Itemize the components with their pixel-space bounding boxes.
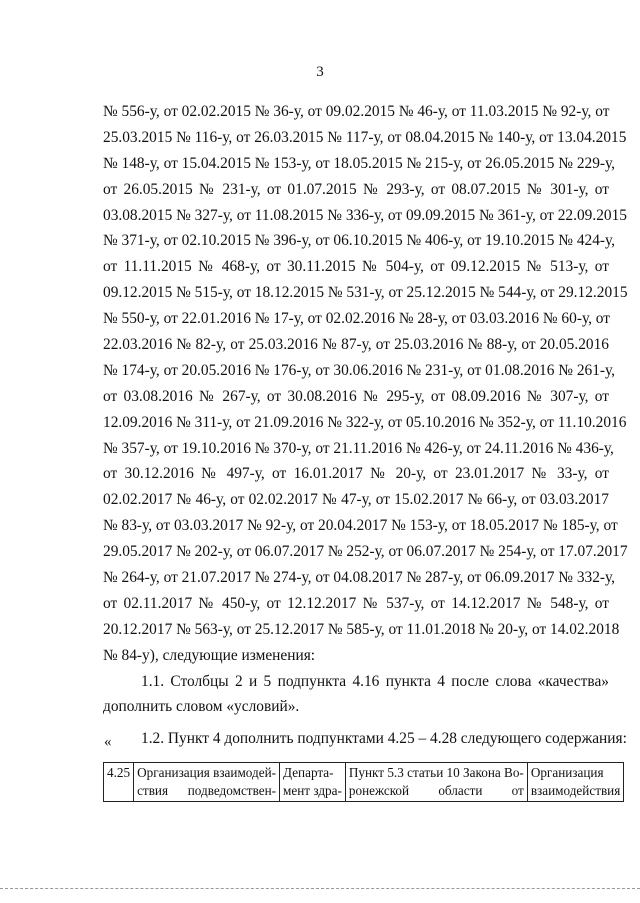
cell-text: ствия подведомствен- [137, 783, 277, 798]
amendment-table [103, 762, 624, 802]
text-line: 22.03.2016 № 82-у, от 25.03.2016 № 87-у, от 25.03.2016 № 88-у, от 20.05.2016 [103, 336, 609, 354]
page-cut-line [0, 888, 640, 889]
text-line: № 148-у, от 15.04.2015 № 153-у, от 18.05.2015 № 215-у, от 26.05.2015 № 229-у, [103, 154, 616, 172]
text-line: № 371-у, от 02.10.2015 № 396-у, от 06.10.2015 № 406-у, от 19.10.2015 № 424-у, [103, 232, 616, 250]
item-1-1-line: дополнить словом «условий». [103, 698, 300, 716]
text-line: № 550-у, от 22.01.2016 № 17-у, от 02.02.2016 № 28-у, от 03.03.2016 № 60-у, от [103, 310, 611, 328]
cell-text: взаимодействия [530, 783, 621, 798]
text-line: № 174-у, от 20.05.2016 № 176-у, от 30.06.2016 № 231-у, от 01.08.2016 № 261-у, [103, 361, 616, 379]
text-line: № 83-у, от 03.03.2017 № 92-у, от 20.04.2017 № 153-у, от 18.05.2017 № 185-у, от [103, 517, 618, 535]
cell-text: Департа- [283, 765, 334, 780]
text-line: 03.08.2015 № 327-у, от 11.08.2015 № 336-у, от 09.09.2015 № 361-у, от 22.09.2015 [103, 206, 627, 224]
text-line: 25.03.2015 № 116-у, от 26.03.2015 № 117-у, от 08.04.2015 № 140-у, от 13.04.2015 [103, 128, 627, 146]
text-line: от 30.12.2016 № 497-у, от 16.01.2017 № 20-у, от 23.01.2017 № 33-у, от [103, 465, 609, 483]
quote-open-mark: « [104, 734, 112, 750]
cell-department [280, 763, 346, 802]
cell-activity [134, 763, 280, 802]
cell-number [104, 763, 134, 802]
page-number: 3 [316, 64, 324, 80]
cell-text: 4.25 [107, 765, 131, 780]
cell-text: Организация взаимодей- [137, 765, 277, 780]
cell-text: ронежской области от [348, 783, 524, 798]
text-line: от 03.08.2016 № 267-у, от 30.08.2016 № 295-у, от 08.09.2016 № 307-у, от [103, 387, 609, 405]
text-line: № 556-у, от 02.02.2015 № 36-у, от 09.02.2015 № 46-у, от 11.03.2015 № 92-у, от [103, 103, 610, 120]
cell-text: Пункт 5.3 статьи 10 Закона Во- [348, 765, 524, 780]
cell-legal-basis [345, 763, 527, 802]
text-line: № 357-у, от 19.10.2016 № 370-у, от 21.11.2016 № 426-у, от 24.11.2016 № 436-у, [103, 439, 614, 457]
text-line: № 264-у, от 21.07.2017 № 274-у, от 04.08.2017 № 287-у, от 06.09.2017 № 332-у, [103, 569, 616, 587]
text-line: 12.09.2016 № 311-у, от 21.09.2016 № 322-у, от 05.10.2016 № 352-у, от 11.10.2016 [103, 413, 627, 431]
text-line: № 84-у), следующие изменения: [103, 646, 316, 664]
cell-text: Организация [530, 765, 604, 780]
text-line: 02.02.2017 № 46-у, от 02.02.2017 № 47-у, от 15.02.2017 № 66-у, от 03.03.2017 [103, 491, 609, 509]
text-line: 20.12.2017 № 563-у, от 25.12.2017 № 585-у, от 11.01.2018 № 20-у, от 14.02.2018 [103, 620, 620, 638]
item-1-2: 1.2. Пункт 4 дополнить подпунктами 4.25 – 4.28 следующего содержания: [141, 730, 627, 748]
cell-result [527, 763, 624, 802]
cell-text: мент здра- [283, 783, 342, 798]
text-line: от 26.05.2015 № 231-у, от 01.07.2015 № 293-у, от 08.07.2015 № 301-у, от [103, 180, 609, 198]
table-row [104, 763, 624, 802]
body-text [103, 99, 628, 752]
item-1-1-line: 1.1. Столбцы 2 и 5 подпункта 4.16 пункта 4 после слова «качества» [141, 672, 609, 690]
text-line: 09.12.2015 № 515-у, от 18.12.2015 № 531-у, от 25.12.2015 № 544-у, от 29.12.2015 [103, 284, 628, 302]
text-line: 29.05.2017 № 202-у, от 06.07.2017 № 252-у, от 06.07.2017 № 254-у, от 17.07.2017 [103, 543, 628, 561]
text-line: от 11.11.2015 № 468-у, от 30.11.2015 № 504-у, от 09.12.2015 № 513-у, от [103, 258, 609, 276]
text-line: от 02.11.2017 № 450-у, от 12.12.2017 № 537-у, от 14.12.2017 № 548-у, от [103, 594, 609, 612]
